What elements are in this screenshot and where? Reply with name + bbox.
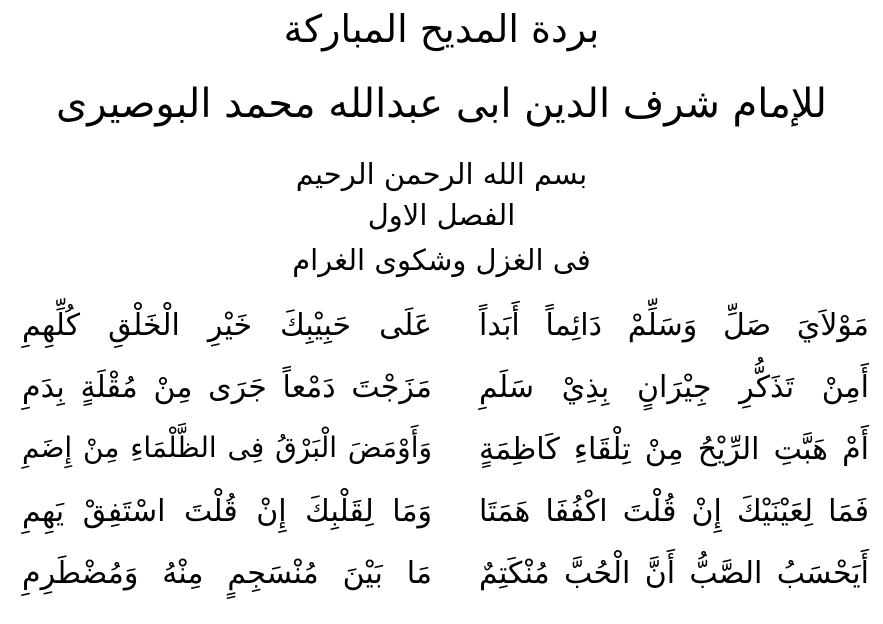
verse-line <box>0 424 883 484</box>
verse-first-hemistich: أَمْ هَبَّتِ الرِّيْحُ مِنْ تِلْقَاءِ كَاظِمَةٍ <box>479 432 869 467</box>
poem-author: للإمام شرف الدين ابى عبدالله محمد البوصيرى <box>56 81 827 127</box>
verse-line <box>0 362 883 422</box>
section-heading: فى الغزل وشكوى الغرام <box>292 243 591 277</box>
verse-second-hemistich: وَأَوْمَضَ الْبَرْقُ فِى الظَّلْمَاءِ مِنْ إِضَمِ <box>22 431 432 464</box>
verse-line <box>0 486 883 546</box>
verse-second-hemistich: مَا بَيْنَ مُنْسَجِمٍ مِنْهُ وَمُضْطَرِمِ <box>22 556 432 591</box>
verse-first-hemistich: أَيَحْسَبُ الصَّبُّ أَنَّ الْحُبَّ مُنْكَتِمٌ <box>479 556 869 591</box>
chapter-heading: الفصل الاول <box>367 198 516 232</box>
verse-first-hemistich: مَوْلاَيَ صَلِّ وَسَلِّمْ دَائِماً أَبَداً <box>479 308 869 343</box>
verse-first-hemistich: أَمِنْ تَذَكُّرِ جِيْرَانٍ بِذِيْ سَلَمِ <box>479 370 869 405</box>
verse-second-hemistich: عَلَى حَبِيْبِكَ خَيْرِ الْخَلْقِ كُلِّهِمِ <box>22 308 432 343</box>
verse-line <box>0 300 883 360</box>
verse-first-hemistich: فَمَا لِعَيْنَيْكَ إِنْ قُلْتَ اكْفُفَا هَمَتَا <box>479 494 869 529</box>
basmala: بسم الله الرحمن الرحيم <box>295 157 588 191</box>
verse-second-hemistich: مَزَجْتَ دَمْعاً جَرَى مِنْ مُقْلَةٍ بِدَمِ <box>22 370 432 405</box>
verse-line <box>0 548 883 608</box>
verse-second-hemistich: وَمَا لِقَلْبِكَ إِنْ قُلْتَ اسْتَفِقْ يَهِمِ <box>22 494 432 529</box>
poem-title: بردة المديح المباركة <box>283 7 600 51</box>
verse-list <box>0 300 883 620</box>
